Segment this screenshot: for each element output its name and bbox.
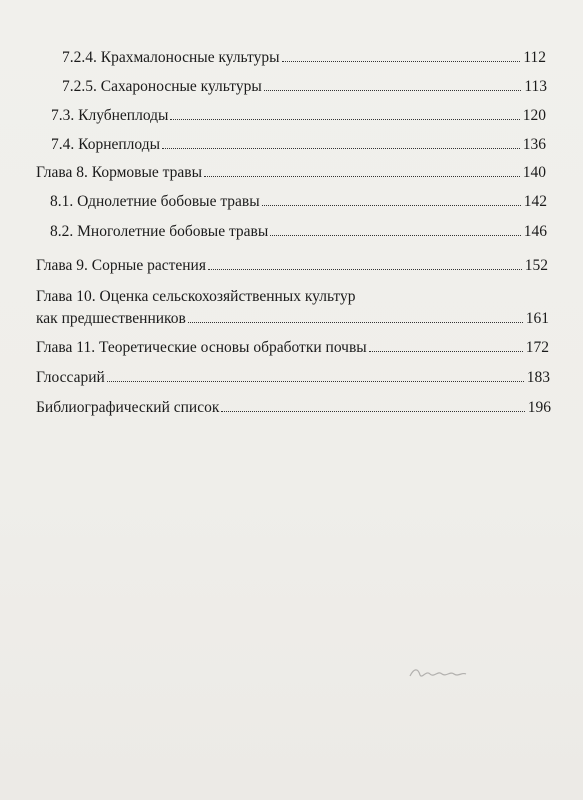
- toc-leader-dots: [170, 118, 519, 120]
- toc-entry-title: 7.4. Корнеплоды: [51, 136, 160, 153]
- toc-entry: [51, 106, 546, 126]
- toc-entry-page: 113: [524, 78, 547, 95]
- toc-leader-dots: [221, 410, 524, 412]
- toc-leader-dots: [107, 380, 524, 382]
- toc-leader-dots: [188, 321, 523, 323]
- toc-entry-page: 140: [522, 164, 546, 181]
- toc-leader-dots: [282, 60, 521, 62]
- toc-entry-title: Глава 11. Теоретические основы обработки почвы: [36, 339, 367, 356]
- toc-leader-dots: [369, 350, 523, 352]
- toc-entry-title: 7.2.4. Крахмалоносные культуры: [62, 49, 280, 66]
- toc-entry: [36, 288, 549, 329]
- toc-entry-title: 8.1. Однолетние бобовые травы: [50, 193, 260, 210]
- toc-entry-title: Глоссарий: [36, 369, 105, 386]
- toc-entry: [36, 398, 551, 418]
- toc-entry-page: 161: [525, 310, 549, 327]
- toc-entry-page: 172: [525, 339, 549, 356]
- toc-leader-dots: [264, 89, 522, 91]
- toc-entry-title: как предшественников: [36, 310, 186, 327]
- toc-entry-page: 152: [524, 257, 548, 274]
- toc-entry: [36, 368, 550, 388]
- handwritten-mark: [408, 662, 468, 682]
- toc-entry-page: 183: [526, 369, 550, 386]
- toc-entry-title: Глава 8. Кормовые травы: [36, 164, 202, 181]
- toc-entry-title: 7.3. Клубнеплоды: [51, 107, 169, 124]
- toc-entry: [36, 163, 546, 183]
- toc-leader-dots: [262, 204, 521, 206]
- toc-leader-dots: [204, 175, 520, 177]
- toc-entry-title: 7.2.5. Сахароносные культуры: [62, 78, 262, 95]
- toc-entry: [50, 192, 547, 212]
- toc-entry: [51, 135, 546, 155]
- toc-entry: [50, 222, 547, 242]
- toc-entry-title: 8.2. Многолетние бобовые травы: [50, 223, 269, 240]
- toc-entry-title-line1: Глава 10. Оценка сельскохозяйственных культур: [36, 288, 356, 305]
- toc-entry: [62, 48, 546, 68]
- toc-entry-title: Глава 9. Сорные растения: [36, 257, 206, 274]
- toc-entry: [36, 338, 549, 358]
- toc-entry-page: 196: [527, 399, 551, 416]
- toc-leader-dots: [208, 268, 522, 270]
- toc-entry: [36, 256, 548, 276]
- toc-entry-page: 142: [523, 193, 547, 210]
- toc-entry-title: Библиографический список: [36, 399, 220, 416]
- toc-entry-page: 146: [523, 223, 547, 240]
- toc-entry-page: 120: [522, 107, 546, 124]
- toc-entry: [62, 77, 547, 97]
- toc-entry-page: 136: [522, 136, 546, 153]
- toc-leader-dots: [270, 234, 520, 236]
- toc-leader-dots: [162, 147, 520, 149]
- toc-entry-page: 112: [523, 49, 546, 66]
